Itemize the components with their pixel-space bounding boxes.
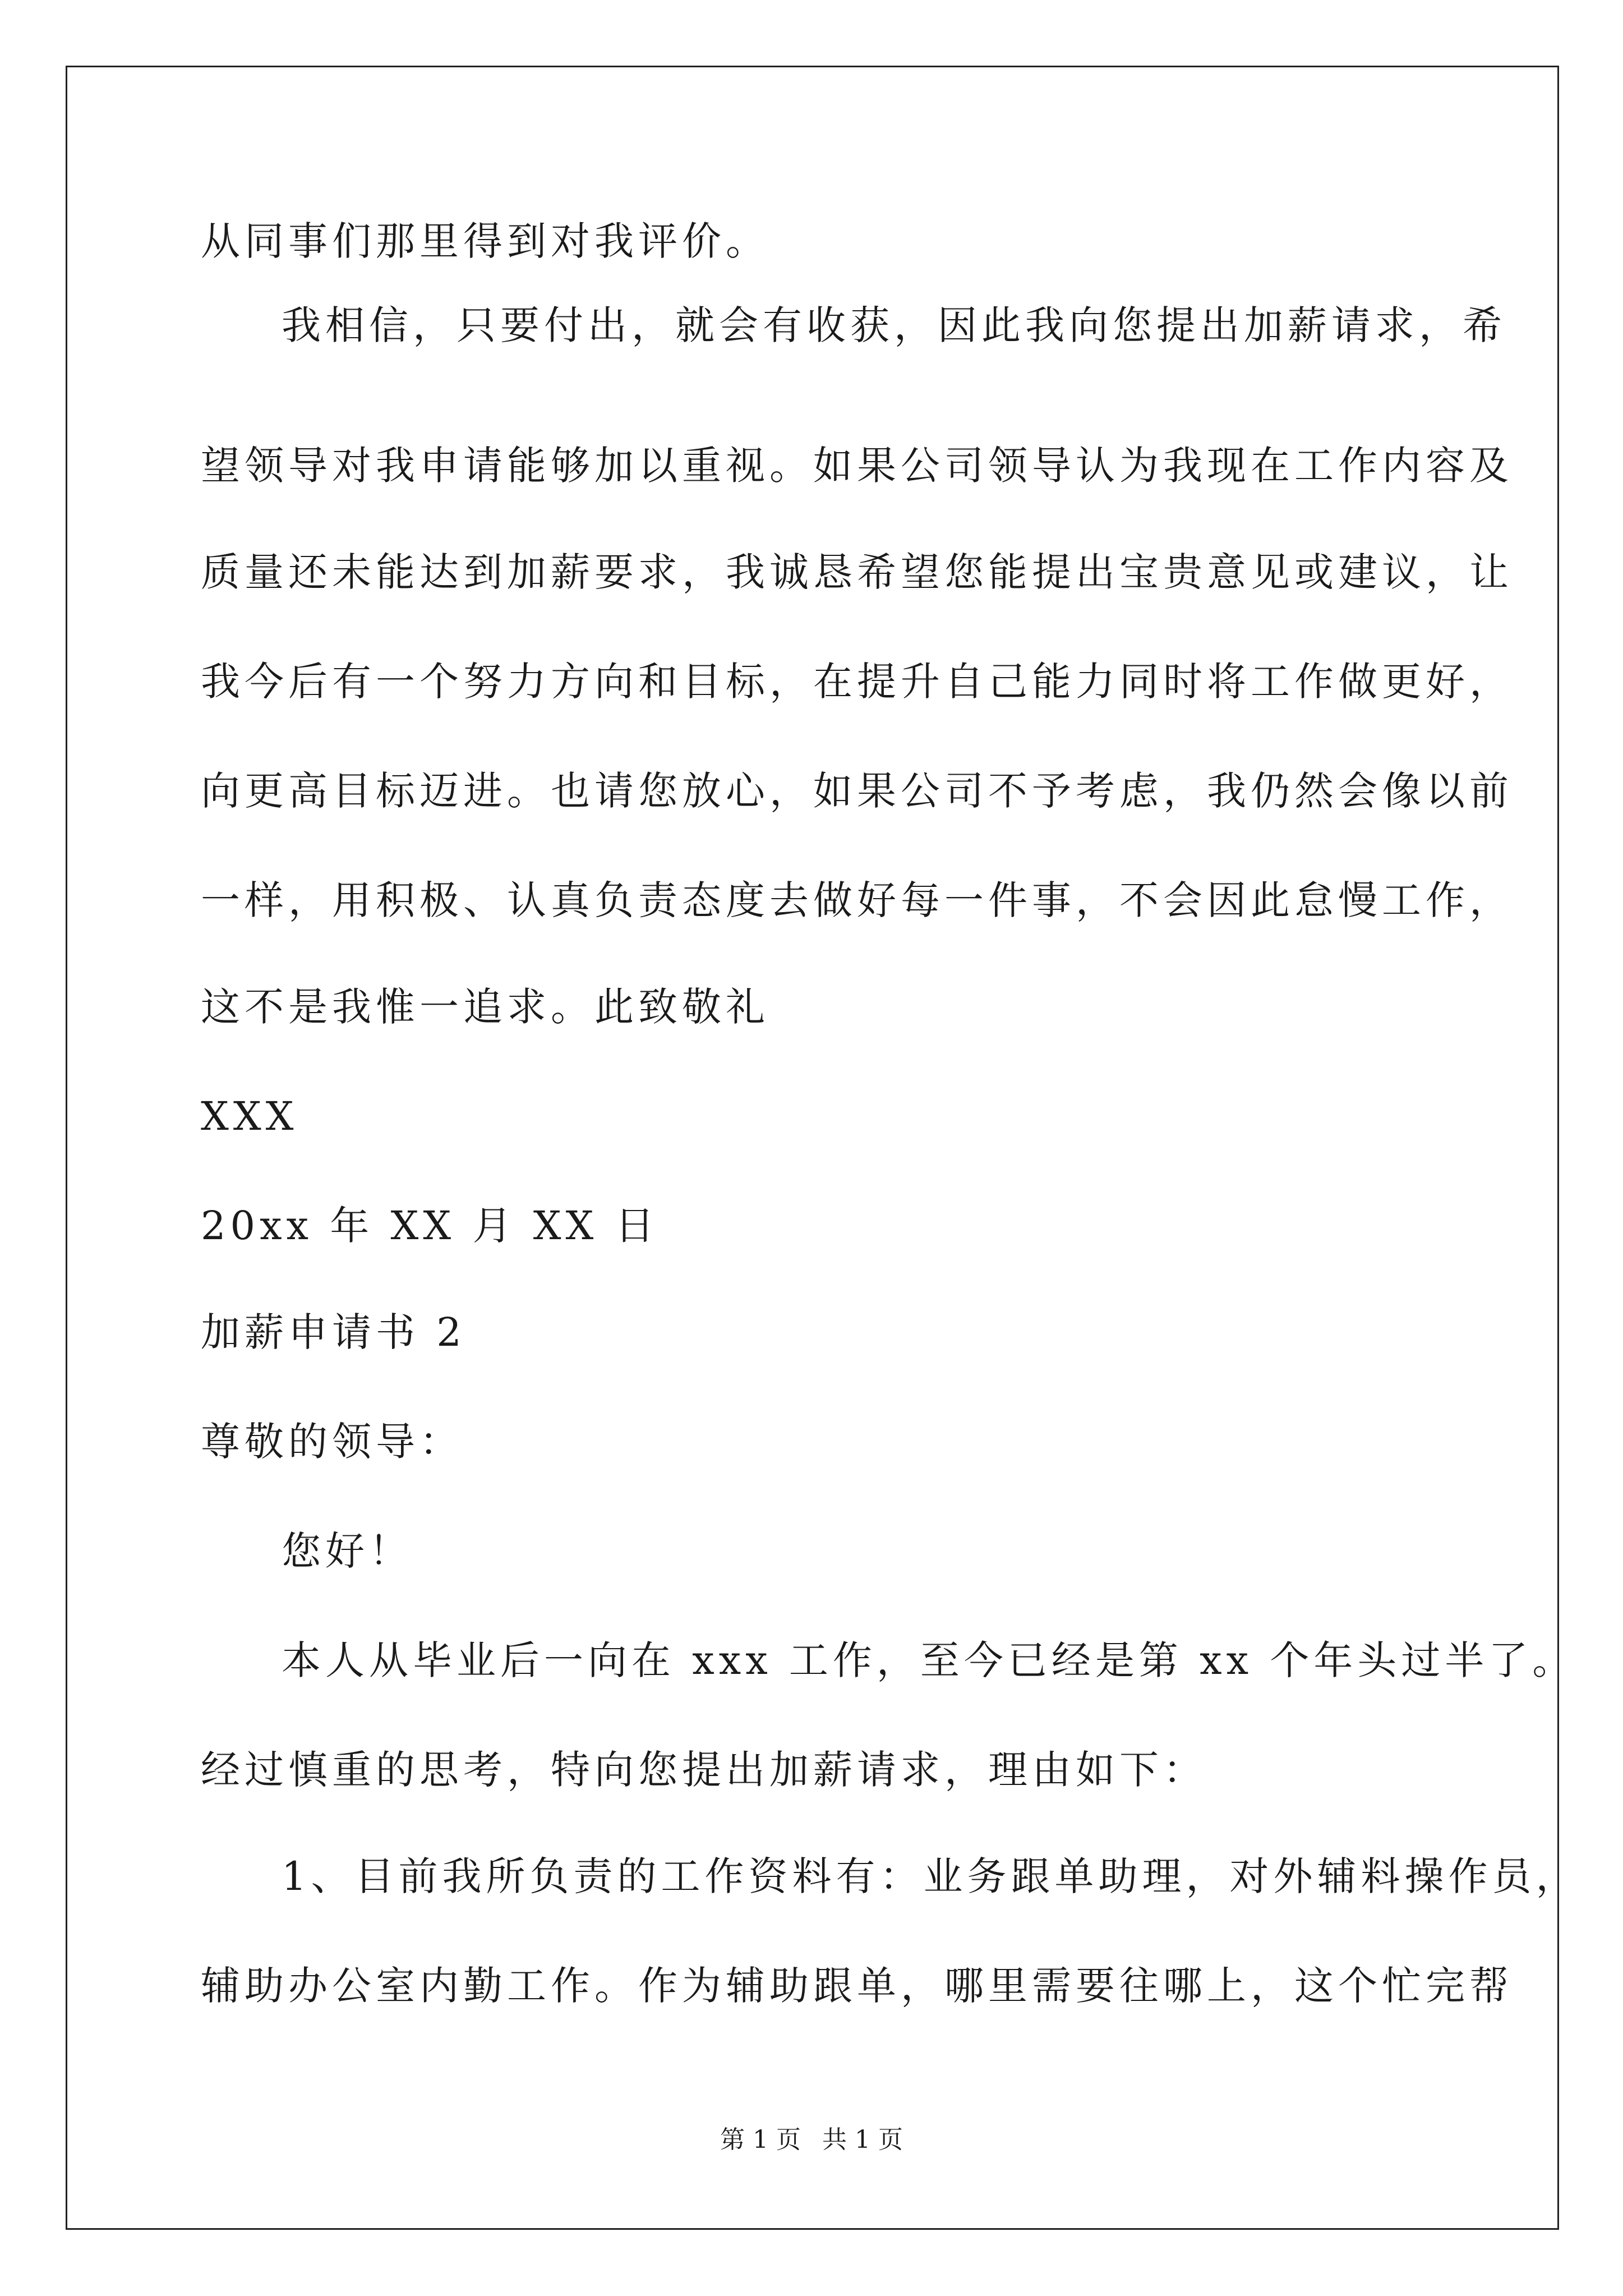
text-line: 向更高目标迈进。也请您放心，如果公司不予考虑，我仍然会像以前 <box>201 768 1513 814</box>
text-line: 从同事们那里得到对我评价。 <box>201 218 769 264</box>
text-line: 我今后有一个努力方向和目标，在提升自己能力同时将工作做更好， <box>201 659 1513 705</box>
text-line: 望领导对我申请能够加以重视。如果公司领导认为我现在工作内容及 <box>201 443 1513 489</box>
text-line: 本人从毕业后一向在 xxx 工作，至今已经是第 xx 个年头过半了。 <box>282 1637 1576 1683</box>
text-line: 辅助办公室内勤工作。作为辅助跟单，哪里需要往哪上，这个忙完帮 <box>201 1963 1513 2009</box>
text-line: 经过慎重的思考，特向您提出加薪请求，理由如下： <box>201 1747 1207 1793</box>
text-line: 质量还未能达到加薪要求，我诚恳希望您能提出宝贵意见或建议，让 <box>201 549 1513 595</box>
salutation: 尊敬的领导： <box>201 1419 463 1465</box>
text-line: 我相信，只要付出，就会有收获，因此我向您提出加薪请求，希 <box>282 302 1506 348</box>
signature-date: 20xx 年 XX 月 XX 日 <box>201 1203 659 1249</box>
page-border <box>66 66 1559 2230</box>
signature-name: XXX <box>201 1093 298 1139</box>
text-line: 1、目前我所负责的工作资料有：业务跟单助理，对外辅料操作员， <box>282 1853 1580 1899</box>
page-footer <box>0 2125 1623 2154</box>
page-number-current: 第 1 页 <box>720 2125 801 2154</box>
text-line: 一样，用积极、认真负责态度去做好每一件事，不会因此怠慢工作， <box>201 877 1513 923</box>
page-number-total: 共 1 页 <box>822 2125 903 2154</box>
text-line: 这不是我惟一追求。此致敬礼 <box>201 984 769 1030</box>
greeting: 您好！ <box>282 1528 413 1574</box>
section-heading: 加薪申请书 2 <box>201 1309 466 1355</box>
